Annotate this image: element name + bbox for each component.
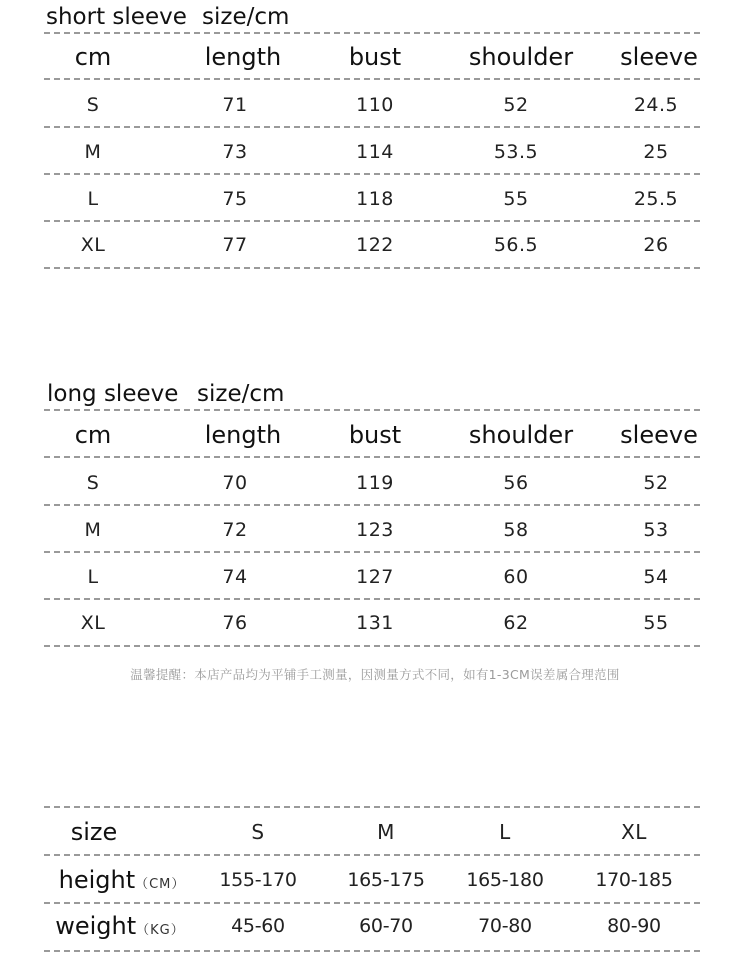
divider bbox=[44, 220, 700, 222]
table-cell: 127 bbox=[356, 566, 394, 588]
table-row bbox=[44, 231, 700, 259]
table-cell: 26 bbox=[643, 234, 669, 256]
table-row bbox=[44, 563, 700, 591]
header-length: length bbox=[204, 43, 282, 71]
table-cell: 74 bbox=[222, 566, 248, 588]
table-cell: L bbox=[87, 188, 99, 210]
table-cell: 56.5 bbox=[493, 234, 539, 256]
divider bbox=[44, 78, 700, 80]
divider bbox=[44, 32, 700, 34]
table-cell: 75 bbox=[222, 188, 248, 210]
table-row bbox=[44, 469, 700, 497]
divider bbox=[44, 902, 700, 904]
height-label-cell bbox=[59, 866, 186, 894]
table-cell: 77 bbox=[222, 234, 248, 256]
weight-label: weight bbox=[55, 912, 137, 940]
table-cell: 131 bbox=[356, 612, 394, 634]
table-cell: 24.5 bbox=[633, 94, 679, 116]
table-cell: 53 bbox=[643, 519, 669, 541]
header-cm: cm bbox=[74, 421, 112, 449]
divider bbox=[44, 409, 700, 411]
table-cell: 58 bbox=[503, 519, 529, 541]
short-sleeve-unit-title: size/cm bbox=[202, 4, 290, 30]
table-cell: 25.5 bbox=[633, 188, 679, 210]
short-sleeve-title: short sleeve bbox=[46, 4, 187, 30]
table-cell: 165-175 bbox=[347, 869, 425, 891]
divider bbox=[44, 950, 700, 952]
table-header-row bbox=[44, 418, 700, 452]
table-cell: 55 bbox=[643, 612, 669, 634]
header-bust: bust bbox=[348, 43, 402, 71]
table-cell: 165-180 bbox=[466, 869, 544, 891]
table-cell: 72 bbox=[222, 519, 248, 541]
table-cell: 155-170 bbox=[219, 869, 297, 891]
weight-row bbox=[44, 910, 700, 942]
table-cell: 170-185 bbox=[595, 869, 673, 891]
table-cell: 73 bbox=[222, 141, 248, 163]
table-cell: 122 bbox=[356, 234, 394, 256]
table-cell: 70-80 bbox=[478, 915, 532, 937]
header-shoulder: shoulder bbox=[468, 43, 574, 71]
table-cell: 114 bbox=[356, 141, 394, 163]
table-cell: 52 bbox=[503, 94, 529, 116]
header-size-s: S bbox=[251, 820, 265, 844]
header-size: size bbox=[70, 818, 118, 846]
measurement-note: 温馨提醒：本店产品均为平铺手工测量，因测量方式不同，如有1-3CM误差属合理范围 bbox=[130, 667, 620, 682]
table-header-row bbox=[44, 40, 700, 74]
divider bbox=[44, 645, 700, 647]
table-cell: 60-70 bbox=[359, 915, 413, 937]
table-cell: M bbox=[84, 141, 102, 163]
table-cell: 25 bbox=[643, 141, 669, 163]
table-cell: XL bbox=[80, 612, 106, 634]
table-cell: S bbox=[86, 472, 100, 494]
divider bbox=[44, 173, 700, 175]
table-row bbox=[44, 516, 700, 544]
height-row bbox=[44, 864, 700, 896]
header-size-l: L bbox=[499, 820, 511, 844]
table-cell: 71 bbox=[222, 94, 248, 116]
table-cell: 118 bbox=[356, 188, 394, 210]
table-cell: 80-90 bbox=[607, 915, 661, 937]
table-cell: 123 bbox=[356, 519, 394, 541]
table-cell: XL bbox=[80, 234, 106, 256]
table-cell: 110 bbox=[356, 94, 394, 116]
table-row bbox=[44, 138, 700, 166]
table-cell: 52 bbox=[643, 472, 669, 494]
table-cell: 119 bbox=[356, 472, 394, 494]
header-size-m: M bbox=[377, 820, 395, 844]
divider bbox=[44, 126, 700, 128]
divider bbox=[44, 456, 700, 458]
weight-label-cell bbox=[55, 912, 185, 940]
table-cell: 53.5 bbox=[493, 141, 539, 163]
divider bbox=[44, 551, 700, 553]
header-length: length bbox=[204, 421, 282, 449]
header-size-xl: XL bbox=[621, 820, 647, 844]
divider bbox=[44, 504, 700, 506]
divider bbox=[44, 806, 700, 808]
table-cell: L bbox=[87, 566, 99, 588]
table-cell: 55 bbox=[503, 188, 529, 210]
header-sleeve: sleeve bbox=[620, 421, 698, 449]
divider bbox=[44, 598, 700, 600]
table-header-row bbox=[44, 816, 700, 848]
long-sleeve-unit-title: size/cm bbox=[197, 381, 285, 407]
divider bbox=[44, 854, 700, 856]
table-row bbox=[44, 609, 700, 637]
height-label: height bbox=[58, 866, 136, 894]
divider bbox=[44, 267, 700, 269]
header-cm: cm bbox=[74, 43, 112, 71]
table-cell: 60 bbox=[503, 566, 529, 588]
table-row bbox=[44, 91, 700, 119]
table-cell: 70 bbox=[222, 472, 248, 494]
header-shoulder: shoulder bbox=[468, 421, 574, 449]
table-cell: S bbox=[86, 94, 100, 116]
height-unit: （CM） bbox=[135, 877, 186, 892]
table-row bbox=[44, 185, 700, 213]
long-sleeve-title: long sleeve bbox=[47, 381, 179, 407]
header-sleeve: sleeve bbox=[620, 43, 698, 71]
table-cell: 54 bbox=[643, 566, 669, 588]
table-cell: 45-60 bbox=[231, 915, 285, 937]
table-cell: 56 bbox=[503, 472, 529, 494]
table-cell: 62 bbox=[503, 612, 529, 634]
table-cell: M bbox=[84, 519, 102, 541]
weight-unit: （KG） bbox=[136, 923, 185, 938]
table-cell: 76 bbox=[222, 612, 248, 634]
header-bust: bust bbox=[348, 421, 402, 449]
